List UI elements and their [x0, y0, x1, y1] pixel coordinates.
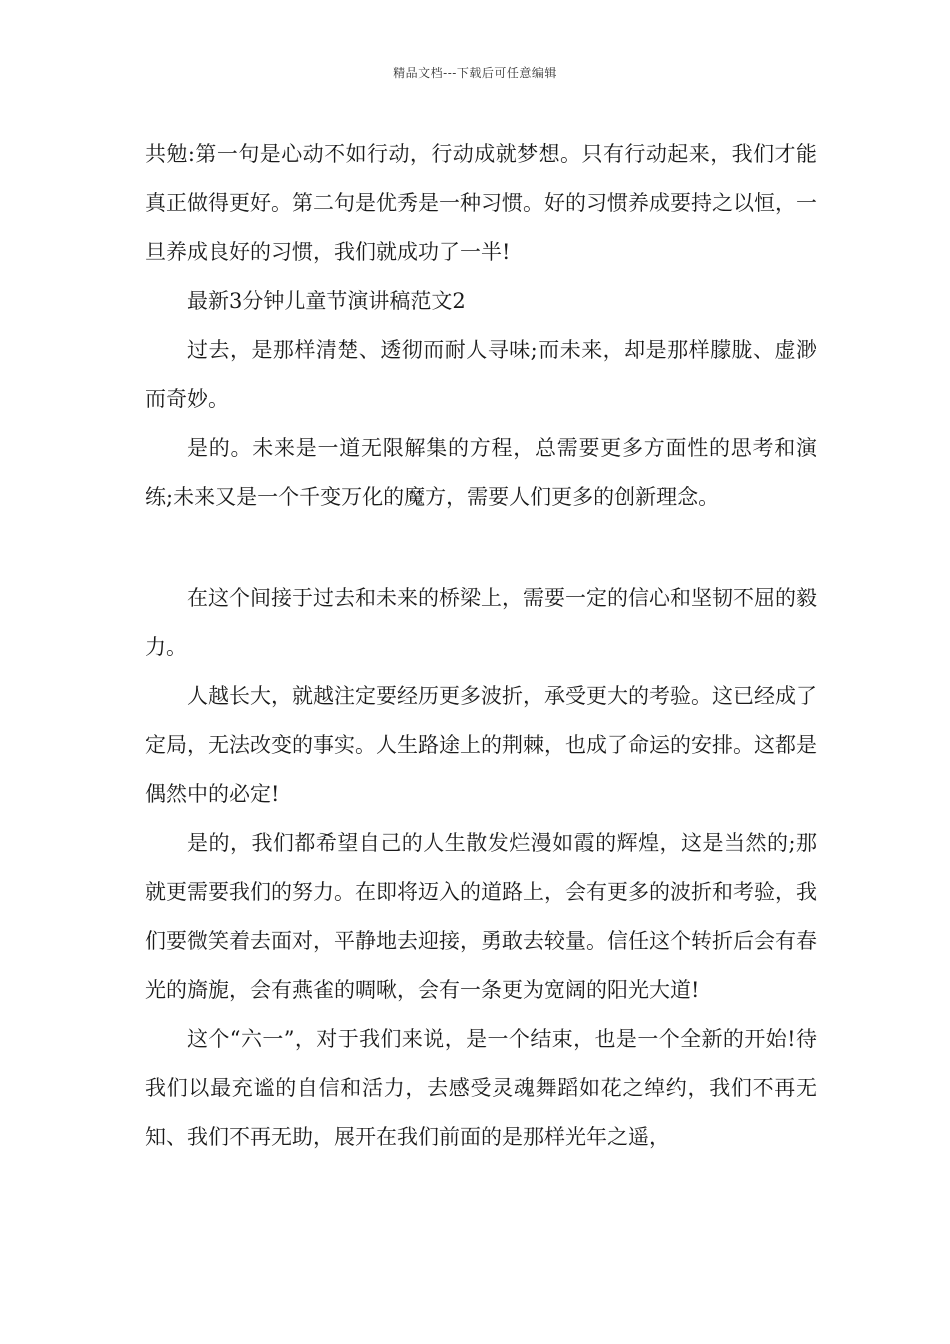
paragraph-gap [145, 522, 817, 574]
paragraph-closing-remarks: 共勉:第一句是心动不如行动，行动成就梦想。只有行动起来，我们才能真正做得更好。第二句是优秀是一种习惯。好的习惯养成要持之以恒，一旦养成良好的习惯，我们就成功了一半! [145, 142, 817, 264]
paragraph: 过去，是那样清楚、透彻而耐人寻味;而未来，却是那样朦胧、虚渺而奇妙。 [145, 338, 817, 411]
document-body [145, 130, 817, 1162]
page-header: 精品文档---下载后可任意编辑 [393, 66, 557, 80]
paragraph: 人越长大，就越注定要经历更多波折，承受更大的考验。这已经成了定局，无法改变的事实。人生路途上的荆棘，也成了命运的安排。这都是偶然中的必定! [145, 684, 817, 806]
paragraph: 是的。未来是一道无限解集的方程，总需要更多方面性的思考和演练;未来又是一个千变万化的魔方，需要人们更多的创新理念。 [145, 436, 817, 509]
paragraph: 是的，我们都希望自己的人生散发烂漫如霞的辉煌，这是当然的;那就更需要我们的努力。在即将迈入的道路上，会有更多的波折和考验，我们要微笑着去面对，平静地去迎接，勇敢去较量。信任这个转折后会有春光的旖旎，会有燕雀的啁啾，会有一条更为宽阔的阳光大道! [145, 831, 817, 1002]
section-title: 最新3分钟儿童节演讲稿范文2 [187, 289, 466, 313]
paragraph: 这个“六一”，对于我们来说，是一个结束，也是一个全新的开始!待我们以最充谧的自信和活力，去感受灵魂舞蹈如花之绰约，我们不再无知、我们不再无助，展开在我们前面的是那样光年之遥， [145, 1027, 817, 1149]
paragraph: 在这个间接于过去和未来的桥梁上，需要一定的信心和坚韧不屈的毅力。 [145, 586, 817, 659]
